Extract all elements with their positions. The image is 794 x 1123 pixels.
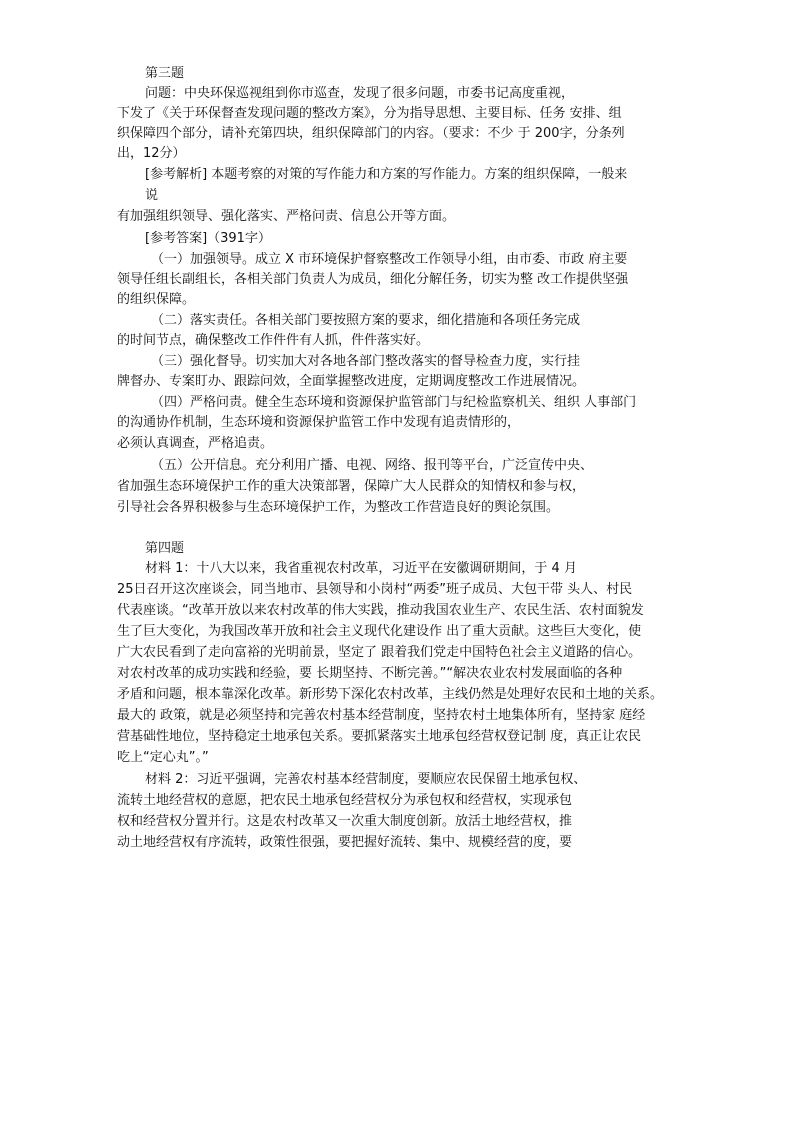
answer-line: （五）公开信息。充分利用广播、电视、网络、报刊等平台，广泛宣传中央、 (151, 458, 594, 473)
material1-line: 对农村改革的成功实践和经验，要 长期坚持、不断完善。”“解决农业农村发展面临的各种 (117, 666, 623, 681)
answer-line: 省加强生态环境保护工作的重大决策部署，保障广大人民群众的知情权和参与权， (117, 479, 586, 494)
answer-label: [参考答案]（391字） (145, 231, 271, 246)
material2-line: 动土地经营权有序流转，政策性很强，要把握好流转、集中、规模经营的度，要 (117, 835, 573, 850)
answer-line: 的沟通协作机制，生态环境和资源保护监管工作中发现有追责情形的， (117, 415, 521, 430)
question-line: 下发了《关于环保督查发现问题的整改方案》，分为指导思想、主要目标、任务 安排、组 (117, 106, 622, 121)
answer-line: 牌督办、专案盯办、跟踪问效，全面掌握整改进度，定期调度整改工作进展情况。 (117, 374, 586, 389)
answer-line: 的时间节点，确保整改工作件件有人抓，件件落实好。 (117, 333, 430, 348)
material1-line: 生了巨大变化，为我国改革开放和社会主义现代化建设作 出了重大贡献。这些巨大变化，使 (117, 624, 642, 639)
question-line: 织保障四个部分，请补充第四块，组织保障部门的内容。（要求：不少 于 200字，分条列 (117, 126, 625, 141)
analysis-line: 说 (145, 188, 159, 203)
answer-line: （一）加强领导。成立 X 市环境保护督察整改工作领导小组，由市委、市政 府主要 (151, 252, 628, 267)
analysis-line: [参考解析] 本题考察的对策的写作能力和方案的写作能力。方案的组织保障，一般来 (145, 167, 628, 182)
material1-line: 25日召开这次座谈会，同当地市、县领导和小岗村“两委”班子成员、大包干带 头人、村民 (117, 582, 633, 597)
question-line: 问题：中央环保巡视组到你市巡查，发现了很多问题，市委书记高度重视， (145, 86, 575, 101)
material2-line: 流转土地经营权的意愿，把农民土地承包经营权分为承包权和经营权，实现承包 (117, 793, 573, 808)
answer-line: 的组织保障。 (117, 292, 196, 307)
material1-line: 材料 1：十八大以来，我省重视农村改革，习近平在安徽调研期间，于 4 月 (145, 561, 577, 576)
answer-line: （三）强化督导。切实加大对各地各部门整改落实的督导检查力度，实行挂 (151, 354, 581, 369)
material1-line: 矛盾和问题，根本靠深化改革。新形势下深化农村改革，主线仍然是处理好农民和土地的关系。 (117, 687, 664, 702)
section4-heading: 第四题 (145, 541, 185, 556)
material1-line: 代表座谈。“改革开放以来农村改革的伟大实践，推动我国农业生产、农民生活、农村面貌发 (117, 603, 644, 618)
answer-line: 必须认真调查，严格追责。 (117, 436, 274, 451)
material1-line: 广大农民看到了走向富裕的光明前景，坚定了 跟着我们党走中国特色社会主义道路的信心。 (117, 645, 642, 660)
material1-line: 最大的 政策，就是必须坚持和完善农村基本经营制度，坚持农村土地集体所有，坚持家 庭经 (117, 708, 646, 723)
answer-line: （二）落实责任。各相关部门要按照方案的要求，细化措施和各项任务完成 (151, 313, 581, 328)
answer-line: 领导任组长副组长，各相关部门负责人为成员，细化分解任务，切实为整 改工作提供坚强 (117, 272, 629, 287)
analysis-line: 有加强组织领导、强化落实、严格问责、信息公开等方面。 (117, 209, 456, 224)
material1-line: 营基础性地位，坚持稳定土地承包关系。要抓紧落实土地承包经营权登记制 度，真正让农民 (117, 729, 642, 744)
question-line: 出，12分） (117, 146, 186, 161)
section3-heading: 第三题 (145, 66, 185, 81)
material2-line: 材料 2：习近平强调，完善农村基本经营制度，要顺应农民保留土地承包权、 (145, 772, 587, 787)
answer-line: （四）严格问责。健全生态环境和资源保护监管部门与纪检监察机关、组织 人事部门 (151, 395, 637, 410)
material1-line: 吃上“定心丸”。” (117, 750, 209, 765)
material2-line: 权和经营权分置并行。这是农村改革又一次重大制度创新。放活土地经营权，推 (117, 814, 573, 829)
answer-line: 引导社会各界积极参与生态环境保护工作，为整改工作营造良好的舆论氛围。 (117, 500, 560, 515)
